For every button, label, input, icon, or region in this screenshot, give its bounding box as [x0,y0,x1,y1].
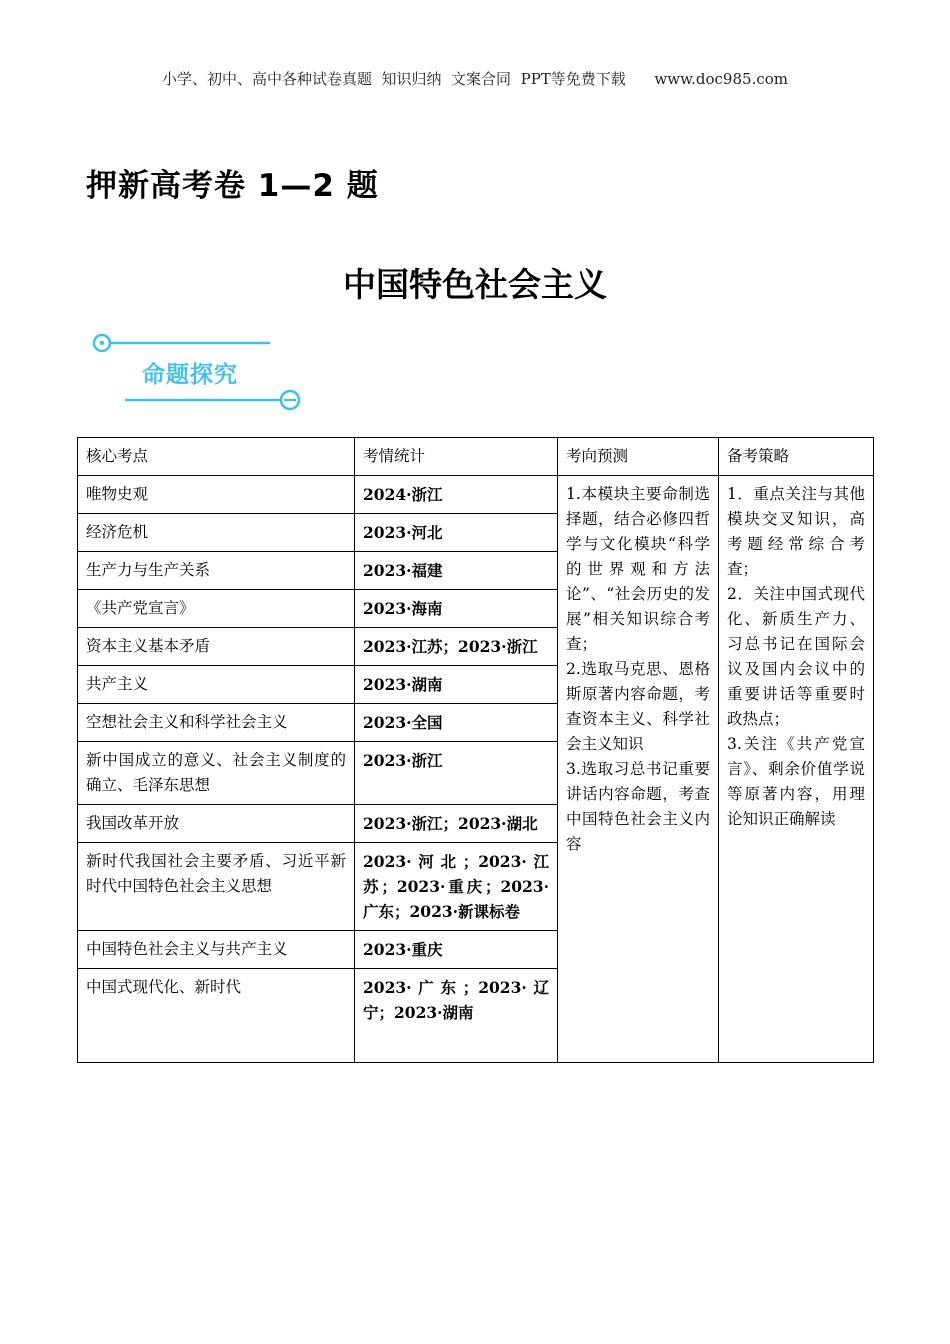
banner-label: 命题探究 [142,362,238,388]
core-point-cell: 经济危机 [78,514,355,552]
statistics-cell: 2023·海南 [355,590,558,628]
core-point-cell: 我国改革开放 [78,805,355,843]
core-point-cell: 空想社会主义和科学社会主义 [78,704,355,742]
core-point-cell: 资本主义基本矛盾 [78,628,355,666]
strategy-item: 3.关注《共产党宣言》、剩余价值学说等原著内容，用理论知识正确解读 [727,735,865,828]
core-point-cell: 《共产党宣言》 [78,590,355,628]
statistics-cell: 2023·福建 [355,552,558,590]
statistics-cell: 2023·广东；2023·辽宁；2023·湖南 [355,969,558,1063]
prediction-item: 2.选取马克思、恩格斯原著内容命题，考查资本主义、科学社会主义知识 [566,660,710,753]
prediction-cell [558,476,719,1063]
strategy-item: 2．关注中国式现代化、新质生产力、习总书记在国际会议及国内会议中的重要讲话等重要时政热点； [727,585,865,728]
statistics-cell: 2023·河北；2023·江苏；2023·重庆；2023·广东；2023·新课标卷 [355,843,558,931]
statistics-cell: 2023·全国 [355,704,558,742]
strategy-item: 1．重点关注与其他模块交叉知识，高考题经常综合考查； [727,485,865,578]
statistics-cell: 2023·江苏；2023·浙江 [355,628,558,666]
header-strategy: 备考策略 [719,438,874,476]
core-point-cell: 唯物史观 [78,476,355,514]
exam-analysis-table [77,437,874,1063]
statistics-cell: 2023·重庆 [355,931,558,969]
core-point-cell: 生产力与生产关系 [78,552,355,590]
table-row [78,476,874,514]
header-core-point: 核心考点 [78,438,355,476]
core-point-cell: 共产主义 [78,666,355,704]
strategy-cell [719,476,874,1063]
table-header-row [78,438,874,476]
header-prediction: 考向预测 [558,438,719,476]
page-subtitle: 中国特色社会主义 [343,265,607,304]
header-statistics: 考情统计 [355,438,558,476]
statistics-cell: 2023·浙江 [355,742,558,805]
core-point-cell: 中国式现代化、新时代 [78,969,355,1063]
statistics-cell: 2024·浙江 [355,476,558,514]
statistics-cell: 2023·河北 [355,514,558,552]
core-point-cell: 中国特色社会主义与共产主义 [78,931,355,969]
core-point-cell: 新时代我国社会主要矛盾、习近平新时代中国特色社会主义思想 [78,843,355,931]
statistics-cell: 2023·湖南 [355,666,558,704]
prediction-item: 1.本模块主要命制选择题，结合必修四哲学与文化模块“科学的世界观和方法论”、“社会历史的发展”相关知识综合考查； [566,485,710,653]
page-title: 押新高考卷 1—2 题 [86,168,379,204]
statistics-cell: 2023·浙江；2023·湖北 [355,805,558,843]
prediction-item: 3.选取习总书记重要讲话内容命题，考查中国特色社会主义内容 [566,760,710,853]
page-header: 小学、初中、高中各种试卷真题 知识归纳 文案合同 PPT等免费下载 www.doc985.com [161,70,788,88]
core-point-cell: 新中国成立的意义、社会主义制度的确立、毛泽东思想 [78,742,355,805]
